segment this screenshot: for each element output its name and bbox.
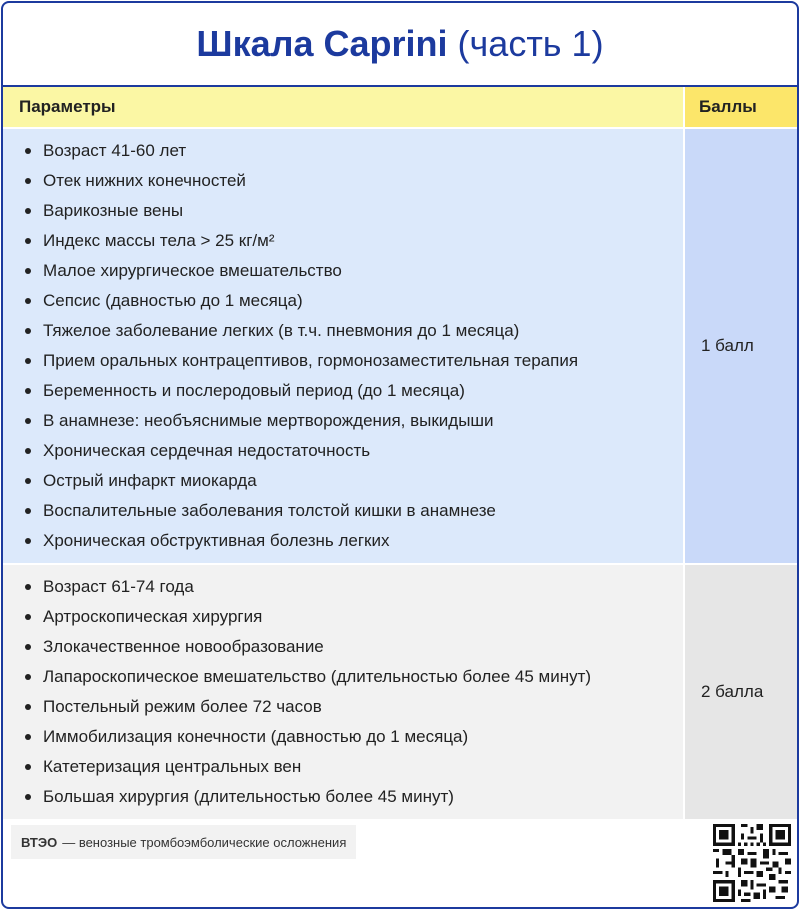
list-item-text: Варикозные вены — [43, 201, 184, 220]
bullet-icon — [25, 178, 31, 184]
section-2-points — [3, 565, 797, 821]
list-item-text: Злокачественное новообразование — [43, 637, 324, 656]
footnote — [11, 825, 356, 859]
page-title — [3, 3, 797, 87]
bullet-icon — [25, 148, 31, 154]
bullet-icon — [25, 508, 31, 514]
list-item — [25, 166, 683, 196]
header-params: Параметры — [3, 87, 683, 127]
criteria-list — [3, 129, 683, 563]
list-item — [25, 346, 683, 376]
list-item — [25, 526, 683, 556]
list-item — [25, 376, 683, 406]
bullet-icon — [25, 614, 31, 620]
list-item — [25, 316, 683, 346]
header-score: Баллы — [685, 87, 797, 127]
bullet-icon — [25, 418, 31, 424]
list-item — [25, 406, 683, 436]
footnote-abbr: ВТЭО — [21, 834, 58, 850]
list-item — [25, 692, 683, 722]
footnote-text: — венозные тромбоэмболические осложнения — [62, 834, 347, 850]
bullet-icon — [25, 644, 31, 650]
list-item-text: Сепсис (давностью до 1 месяца) — [43, 291, 303, 310]
card — [1, 1, 799, 909]
list-item-text: Индекс массы тела > 25 кг/м² — [43, 231, 275, 250]
list-item — [25, 226, 683, 256]
list-item-text: Возраст 41-60 лет — [43, 141, 187, 160]
list-item — [25, 136, 683, 166]
bullet-icon — [25, 674, 31, 680]
qr-code-icon — [713, 824, 791, 902]
list-item-text: Тяжелое заболевание легких (в т.ч. пневмония до 1 месяца) — [43, 321, 520, 340]
list-item-text: Острый инфаркт миокарда — [43, 471, 257, 490]
list-item-text: Беременность и послеродовый период (до 1 месяца) — [43, 381, 465, 400]
bullet-icon — [25, 388, 31, 394]
bullet-icon — [25, 584, 31, 590]
bullet-icon — [25, 208, 31, 214]
list-item-text: Лапароскопическое вмешательство (длительностью более 45 минут) — [43, 667, 592, 686]
bullet-icon — [25, 238, 31, 244]
list-item — [25, 782, 683, 812]
bullet-icon — [25, 358, 31, 364]
list-item-text: Малое хирургическое вмешательство — [43, 261, 342, 280]
list-item — [25, 286, 683, 316]
list-item-text: Хроническая сердечная недостаточность — [43, 441, 371, 460]
list-item-text: Иммобилизация конечности (давностью до 1 месяца) — [43, 727, 469, 746]
bullet-icon — [25, 328, 31, 334]
list-item — [25, 496, 683, 526]
list-item-text: Возраст 61-74 года — [43, 577, 194, 596]
title-main: Шкала Caprini — [196, 23, 448, 64]
list-item — [25, 602, 683, 632]
bullet-icon — [25, 704, 31, 710]
table-header — [3, 87, 797, 129]
criteria-list — [3, 565, 683, 819]
list-item — [25, 466, 683, 496]
bullet-icon — [25, 794, 31, 800]
section-1-point — [3, 129, 797, 565]
list-item — [25, 256, 683, 286]
list-item-text: Большая хирургия (длительностью более 45 минут) — [43, 787, 454, 806]
list-item — [25, 662, 683, 692]
bullet-icon — [25, 448, 31, 454]
list-item — [25, 752, 683, 782]
bullet-icon — [25, 764, 31, 770]
score-value: 1 балл — [685, 129, 797, 563]
list-item-text: Прием оральных контрацептивов, гормонозаместительная терапия — [43, 351, 579, 370]
list-item — [25, 632, 683, 662]
list-item — [25, 572, 683, 602]
list-item-text: Постельный режим более 72 часов — [43, 697, 322, 716]
list-item-text: В анамнезе: необъяснимые мертворождения, выкидыши — [43, 411, 494, 430]
list-item — [25, 436, 683, 466]
list-item — [25, 196, 683, 226]
bullet-icon — [25, 734, 31, 740]
bullet-icon — [25, 538, 31, 544]
list-item-text: Воспалительные заболевания толстой кишки в анамнезе — [43, 501, 496, 520]
bullet-icon — [25, 298, 31, 304]
list-item-text: Отек нижних конечностей — [43, 171, 246, 190]
list-item — [25, 722, 683, 752]
bullet-icon — [25, 478, 31, 484]
footer — [3, 811, 797, 907]
score-value: 2 балла — [685, 565, 797, 819]
list-item-text: Катетеризация центральных вен — [43, 757, 302, 776]
list-item-text: Хроническая обструктивная болезнь легких — [43, 531, 390, 550]
title-subtitle: (часть 1) — [457, 23, 604, 64]
list-item-text: Артроскопическая хирургия — [43, 607, 263, 626]
bullet-icon — [25, 268, 31, 274]
